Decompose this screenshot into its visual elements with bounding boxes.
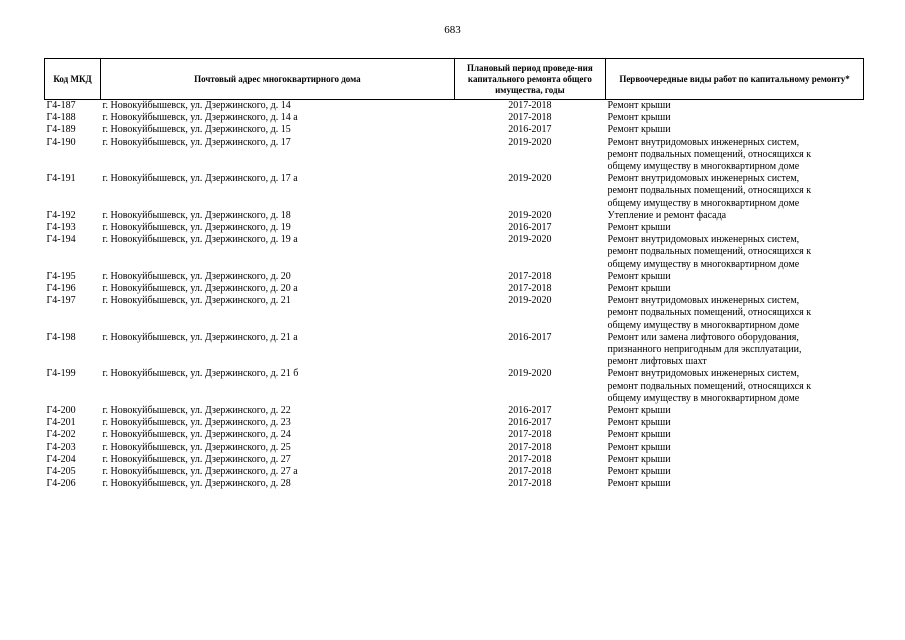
cell-period: 2019-2020 bbox=[508, 234, 552, 246]
cell-address: г. Новокуйбышевск, ул. Дзержинского, д. 19 bbox=[102, 222, 291, 234]
cell-code: Г4-204 bbox=[46, 453, 76, 465]
works-line: Ремонт крыши bbox=[607, 124, 671, 136]
works-line: общему имуществу в многоквартирном доме bbox=[607, 319, 800, 331]
cell-code: Г4-192 bbox=[46, 209, 76, 221]
cell-address: г. Новокуйбышевск, ул. Дзержинского, д. 24 bbox=[102, 429, 291, 441]
works-line: ремонт подвальных помещений, относящихся к bbox=[607, 307, 812, 319]
cell-period: 2019-2020 bbox=[508, 136, 552, 148]
cell-code: Г4-189 bbox=[46, 124, 76, 136]
cell-works bbox=[606, 210, 864, 222]
cell-period: 2017-2018 bbox=[508, 453, 552, 465]
header-address: Почтовый адрес многоквартирного дома bbox=[101, 59, 455, 100]
works-line: ремонт лифтовых шахт bbox=[607, 356, 707, 368]
cell-address: г. Новокуйбышевск, ул. Дзержинского, д. 27 а bbox=[102, 466, 298, 478]
works-line: общему имуществу в многоквартирном доме bbox=[607, 161, 800, 173]
cell-code: Г4-187 bbox=[46, 100, 76, 111]
table-row bbox=[45, 478, 864, 490]
cell-period: 2016-2017 bbox=[508, 222, 552, 234]
cell-period: 2017-2018 bbox=[508, 100, 552, 111]
works-line: общему имуществу в многоквартирном доме bbox=[607, 392, 800, 404]
cell-address: г. Новокуйбышевск, ул. Дзержинского, д. 23 bbox=[102, 417, 291, 429]
cell-address: г. Новокуйбышевск, ул. Дзержинского, д. 27 bbox=[102, 453, 291, 465]
cell-address: г. Новокуйбышевск, ул. Дзержинского, д. 17 bbox=[102, 136, 291, 148]
works-line: Ремонт внутридомовых инженерных систем, bbox=[607, 234, 800, 246]
cell-address: г. Новокуйбышевск, ул. Дзержинского, д. 17 а bbox=[102, 173, 298, 185]
table-row bbox=[45, 295, 864, 332]
table-row bbox=[45, 137, 864, 174]
cell-period: 2019-2020 bbox=[508, 368, 552, 380]
cell-address: г. Новокуйбышевск, ул. Дзержинского, д. 21 а bbox=[102, 331, 298, 343]
works-line: Ремонт крыши bbox=[607, 453, 671, 465]
cell-period: 2017-2018 bbox=[508, 283, 552, 295]
table-row bbox=[45, 124, 864, 136]
cell-address: г. Новокуйбышевск, ул. Дзержинского, д. 14 bbox=[102, 100, 291, 111]
cell-works bbox=[606, 234, 864, 271]
works-line: ремонт подвальных помещений, относящихся к bbox=[607, 185, 812, 197]
cell-period: 2019-2020 bbox=[508, 209, 552, 221]
works-line: ремонт подвальных помещений, относящихся к bbox=[607, 148, 812, 160]
works-line: Ремонт или замена лифтового оборудования, bbox=[607, 331, 799, 343]
cell-address: г. Новокуйбышевск, ул. Дзержинского, д. 18 bbox=[102, 209, 291, 221]
cell-code: Г4-188 bbox=[46, 112, 76, 124]
works-line: Ремонт внутридомовых инженерных систем, bbox=[607, 295, 800, 307]
works-line: Ремонт крыши bbox=[607, 283, 671, 295]
cell-period: 2017-2018 bbox=[508, 270, 552, 282]
cell-period: 2017-2018 bbox=[508, 441, 552, 453]
page-number: 683 bbox=[444, 24, 461, 36]
works-line: Ремонт внутридомовых инженерных систем, bbox=[607, 136, 800, 148]
works-line: Ремонт крыши bbox=[607, 478, 671, 490]
cell-works bbox=[606, 124, 864, 136]
table-row bbox=[45, 466, 864, 478]
cell-code: Г4-200 bbox=[46, 405, 76, 417]
capital-repair-table bbox=[44, 58, 864, 491]
table-row bbox=[45, 405, 864, 417]
cell-works bbox=[606, 442, 864, 454]
works-line: общему имуществу в многоквартирном доме bbox=[607, 258, 800, 270]
works-line: Ремонт внутридомовых инженерных систем, bbox=[607, 368, 800, 380]
works-line: ремонт подвальных помещений, относящихся к bbox=[607, 246, 812, 258]
works-line: Ремонт крыши bbox=[607, 405, 671, 417]
works-line: Ремонт крыши bbox=[607, 112, 671, 124]
cell-address: г. Новокуйбышевск, ул. Дзержинского, д. 22 bbox=[102, 405, 291, 417]
cell-works bbox=[606, 429, 864, 441]
cell-period: 2016-2017 bbox=[508, 405, 552, 417]
works-line: Ремонт крыши bbox=[607, 222, 671, 234]
cell-period: 2016-2017 bbox=[508, 417, 552, 429]
cell-code: Г4-201 bbox=[46, 417, 76, 429]
cell-address: г. Новокуйбышевск, ул. Дзержинского, д. 21 bbox=[102, 295, 291, 307]
cell-period: 2017-2018 bbox=[508, 478, 552, 490]
works-line: Утепление и ремонт фасада bbox=[607, 209, 727, 221]
cell-works bbox=[606, 478, 864, 490]
cell-period: 2017-2018 bbox=[508, 112, 552, 124]
cell-works bbox=[606, 100, 864, 113]
cell-works bbox=[606, 173, 864, 210]
cell-code: Г4-191 bbox=[46, 173, 76, 185]
works-line: Ремонт крыши bbox=[607, 441, 671, 453]
cell-works bbox=[606, 295, 864, 332]
cell-works bbox=[606, 137, 864, 174]
cell-address: г. Новокуйбышевск, ул. Дзержинского, д. 20 а bbox=[102, 283, 298, 295]
header-works: Первоочередные виды работ по капитальному ремонту* bbox=[606, 59, 864, 100]
cell-period: 2017-2018 bbox=[508, 429, 552, 441]
cell-works bbox=[606, 271, 864, 283]
cell-works bbox=[606, 222, 864, 234]
cell-code: Г4-197 bbox=[46, 295, 76, 307]
cell-address: г. Новокуйбышевск, ул. Дзержинского, д. 25 bbox=[102, 441, 291, 453]
table-row bbox=[45, 234, 864, 271]
works-line: признанного непригодным для эксплуатации, bbox=[607, 344, 802, 356]
cell-address: г. Новокуйбышевск, ул. Дзержинского, д. 14 а bbox=[102, 112, 298, 124]
works-line: Ремонт крыши bbox=[607, 100, 671, 111]
works-line: Ремонт крыши bbox=[607, 429, 671, 441]
cell-code: Г4-205 bbox=[46, 466, 76, 478]
cell-period: 2017-2018 bbox=[508, 466, 552, 478]
cell-period: 2016-2017 bbox=[508, 331, 552, 343]
table-row bbox=[45, 100, 864, 113]
table-row bbox=[45, 454, 864, 466]
cell-address: г. Новокуйбышевск, ул. Дзержинского, д. 19 а bbox=[102, 234, 298, 246]
cell-code: Г4-206 bbox=[46, 478, 76, 490]
table-row bbox=[45, 173, 864, 210]
table-header bbox=[45, 59, 864, 100]
cell-code: Г4-194 bbox=[46, 234, 76, 246]
table-row bbox=[45, 112, 864, 124]
table-row bbox=[45, 417, 864, 429]
cell-code: Г4-203 bbox=[46, 441, 76, 453]
cell-address: г. Новокуйбышевск, ул. Дзержинского, д. 21 б bbox=[102, 368, 299, 380]
cell-code: Г4-198 bbox=[46, 331, 76, 343]
cell-period: 2019-2020 bbox=[508, 295, 552, 307]
cell-works bbox=[606, 454, 864, 466]
works-line: Ремонт крыши bbox=[607, 417, 671, 429]
table-row bbox=[45, 368, 864, 405]
table-row bbox=[45, 283, 864, 295]
works-line: Ремонт внутридомовых инженерных систем, bbox=[607, 173, 800, 185]
table-row bbox=[45, 271, 864, 283]
cell-address: г. Новокуйбышевск, ул. Дзержинского, д. 20 bbox=[102, 270, 291, 282]
cell-works bbox=[606, 332, 864, 369]
cell-works bbox=[606, 417, 864, 429]
cell-works bbox=[606, 368, 864, 405]
table-row bbox=[45, 332, 864, 369]
header-period: Плановый период проведе-ния капитального ремонта общего имущества, годы bbox=[454, 59, 605, 100]
cell-works bbox=[606, 112, 864, 124]
cell-address: г. Новокуйбышевск, ул. Дзержинского, д. 15 bbox=[102, 124, 291, 136]
cell-period: 2016-2017 bbox=[508, 124, 552, 136]
cell-code: Г4-190 bbox=[46, 136, 76, 148]
table-row bbox=[45, 442, 864, 454]
header-code: Код МКД bbox=[45, 59, 101, 100]
table-row bbox=[45, 222, 864, 234]
cell-works bbox=[606, 283, 864, 295]
cell-works bbox=[606, 405, 864, 417]
cell-code: Г4-196 bbox=[46, 283, 76, 295]
header-row bbox=[45, 59, 864, 100]
cell-period: 2019-2020 bbox=[508, 173, 552, 185]
table-row bbox=[45, 210, 864, 222]
works-line: общему имуществу в многоквартирном доме bbox=[607, 197, 800, 209]
works-line: ремонт подвальных помещений, относящихся к bbox=[607, 380, 812, 392]
cell-code: Г4-195 bbox=[46, 270, 76, 282]
cell-code: Г4-202 bbox=[46, 429, 76, 441]
cell-code: Г4-199 bbox=[46, 368, 76, 380]
works-line: Ремонт крыши bbox=[607, 270, 671, 282]
table-body bbox=[45, 100, 864, 491]
cell-works bbox=[606, 466, 864, 478]
table-row bbox=[45, 429, 864, 441]
cell-code: Г4-193 bbox=[46, 222, 76, 234]
works-line: Ремонт крыши bbox=[607, 466, 671, 478]
cell-address: г. Новокуйбышевск, ул. Дзержинского, д. 28 bbox=[102, 478, 291, 490]
